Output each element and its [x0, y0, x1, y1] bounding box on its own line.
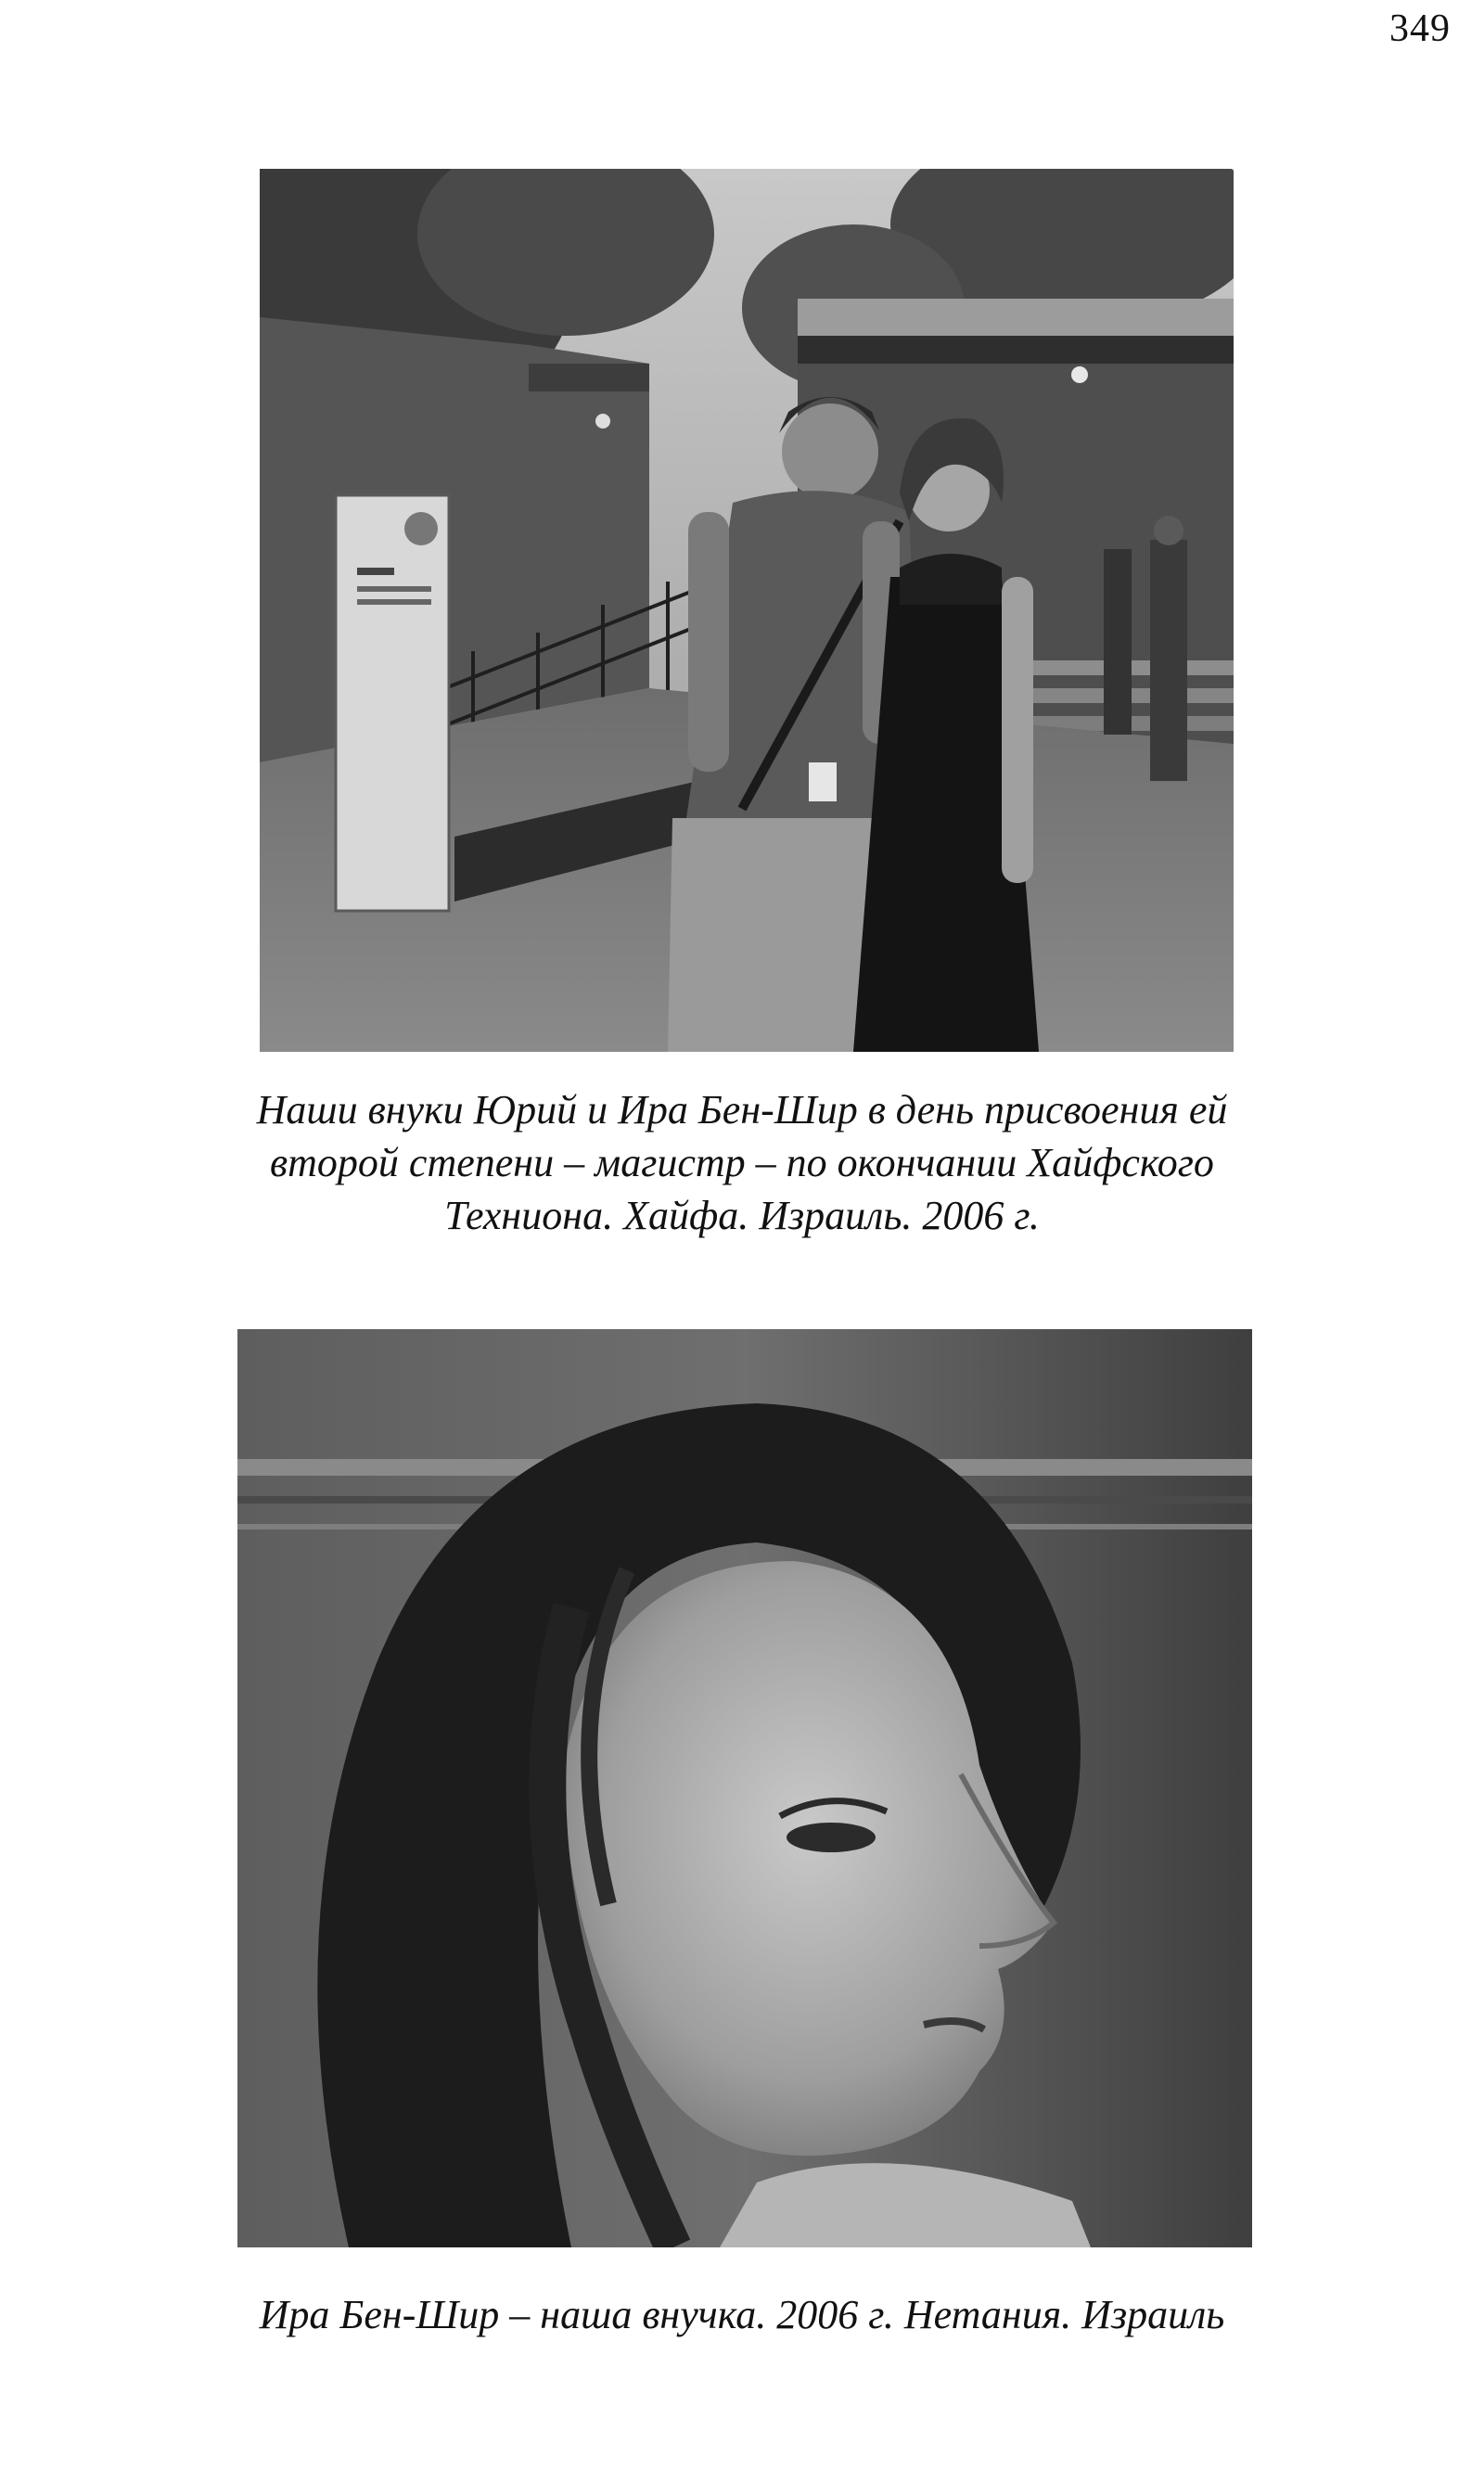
photo-grandchildren-technion-image	[260, 169, 1234, 1052]
photo-granddaughter-portrait	[237, 1329, 1252, 2247]
caption-line: Ира Бен-Шир – наша внучка. 2006 г. Нетания. Израиль	[259, 2292, 1225, 2337]
caption-line: Техниона. Хайфа. Израиль. 2006 г.	[444, 1193, 1040, 1238]
photo-granddaughter-portrait-image	[237, 1329, 1252, 2247]
photo-1-caption	[148, 1083, 1336, 1242]
caption-line: второй степени – магистр – по окончании Хайфского	[270, 1140, 1214, 1185]
caption-line: Наши внуки Юрий и Ира Бен-Шир в день присвоения ей	[256, 1087, 1228, 1133]
page-number: 349	[1389, 7, 1451, 50]
photo-grandchildren-technion	[260, 169, 1234, 1052]
photo-2-caption	[148, 2288, 1336, 2341]
